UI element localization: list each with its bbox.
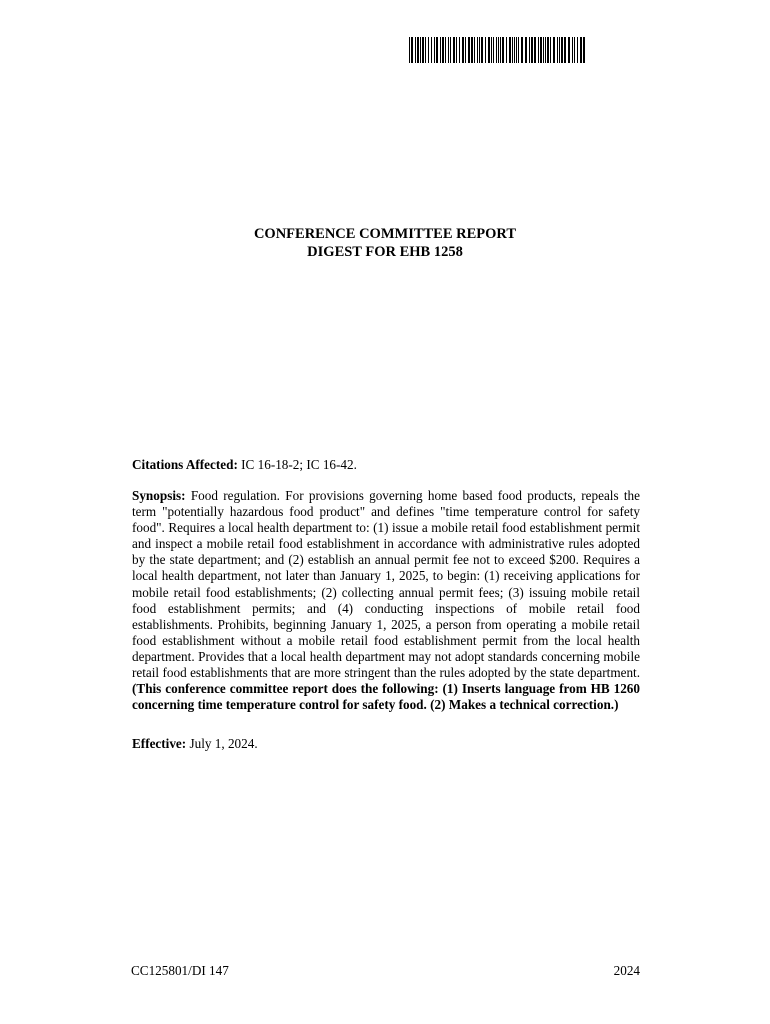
barcode-bar	[500, 37, 501, 63]
barcode-bar	[574, 37, 575, 63]
barcode-bar	[420, 37, 421, 63]
barcode-bar	[529, 37, 530, 63]
barcode-bar	[468, 37, 470, 63]
barcode-bar	[425, 37, 426, 63]
report-title: CONFERENCE COMMITTEE REPORT	[253, 226, 517, 242]
citations-value: IC 16-18-2; IC 16-42.	[241, 457, 357, 472]
barcode-bar	[538, 37, 539, 63]
barcode-bar	[456, 37, 457, 63]
barcode-bar	[514, 37, 515, 63]
barcode-bar	[431, 37, 432, 63]
barcode-bar	[525, 37, 527, 63]
barcode-bar	[436, 37, 438, 63]
barcode-bar	[422, 37, 424, 63]
synopsis-bold-note: (This conference committee report does the following: (1) Inserts language from HB 1260 concerning time temperature control for safety food. (2) Makes a technical correction.)	[132, 681, 640, 713]
synopsis-text: Food regulation. For provisions governing home based food products, repeals the term "potentially hazardous food product" and defines "time temperature control for safety food". Requires a local health department to: (1) issue a mobile retail food establishment permit and inspect a mobile retail food establishment in accordance with administrative rules adopted by the state department; and (2) establish an annual permit fee not to exceed $200. Requires a local health department, not later than January 1, 2025, to begin: (1) receiving applications for mobile retail food establishments; (2) collecting annual permit fees; (3) issuing mobile retail food establishment permits; and (4) conducting inspections of mobile retail food establishments. Prohibits, beginning January 1, 2025, a person from operating a mobile retail food establishment without a mobile retail food establishment permit from the local health department. Provides that a local health department may not adopt standards concerning mobile retail food establishments that are more stringent than the rules adopted by the state department.	[132, 488, 640, 681]
barcode-bar	[471, 37, 473, 63]
barcode-bar	[518, 37, 519, 63]
synopsis	[132, 488, 640, 713]
document-year: 2024	[613, 963, 640, 978]
barcode-bar	[496, 37, 497, 63]
barcode-bar	[516, 37, 517, 63]
barcode-bar	[545, 37, 546, 63]
barcode-bar	[479, 37, 480, 63]
barcode-bar	[502, 37, 504, 63]
barcode-bar	[448, 37, 449, 63]
barcode-bar	[409, 37, 410, 63]
barcode-bar	[428, 37, 429, 63]
barcode-bar	[434, 37, 435, 63]
barcode-bar	[453, 37, 455, 63]
effective-label: Effective:	[132, 736, 187, 751]
barcode-bar	[465, 37, 466, 63]
barcode-bar	[498, 37, 499, 63]
barcode-bar	[512, 37, 513, 63]
barcode-bar	[485, 37, 486, 63]
barcode-bar	[506, 37, 507, 63]
barcode-bar	[543, 37, 544, 63]
citations-label: Citations Affected:	[132, 457, 238, 472]
barcode-bar	[450, 37, 451, 63]
barcode-bar	[491, 37, 492, 63]
barcode-bar	[553, 37, 555, 63]
barcode-bar	[440, 37, 441, 63]
barcode-bar	[442, 37, 444, 63]
barcode-bar	[493, 37, 494, 63]
barcode-bar	[509, 37, 511, 63]
effective-value: July 1, 2024.	[189, 736, 258, 751]
barcode-bar	[583, 37, 585, 63]
citations-affected	[132, 457, 640, 473]
barcode-bar	[459, 37, 460, 63]
effective-date	[132, 736, 640, 752]
report-subtitle: DIGEST FOR EHB 1258	[307, 244, 463, 260]
barcode-bar	[559, 37, 560, 63]
barcode-bar	[561, 37, 563, 63]
barcode-bar	[572, 37, 573, 63]
barcode-bar	[547, 37, 549, 63]
barcode-bar	[415, 37, 416, 63]
barcode-bar	[580, 37, 582, 63]
barcode-bar	[568, 37, 570, 63]
barcode-bar	[474, 37, 475, 63]
barcode-bar	[521, 37, 523, 63]
barcode	[409, 37, 589, 63]
barcode-bar	[462, 37, 464, 63]
barcode-bar	[488, 37, 490, 63]
barcode-bar	[540, 37, 542, 63]
barcode-bar	[557, 37, 558, 63]
barcode-bar	[445, 37, 446, 63]
synopsis-label: Synopsis:	[132, 488, 186, 503]
barcode-bar	[534, 37, 536, 63]
barcode-bar	[481, 37, 483, 63]
barcode-bar	[531, 37, 533, 63]
barcode-bar	[577, 37, 578, 63]
barcode-bar	[411, 37, 413, 63]
document-code: CC125801/DI 147	[131, 963, 229, 978]
barcode-bar	[417, 37, 419, 63]
barcode-bar	[477, 37, 478, 63]
barcode-bar	[564, 37, 566, 63]
barcode-bar	[550, 37, 551, 63]
